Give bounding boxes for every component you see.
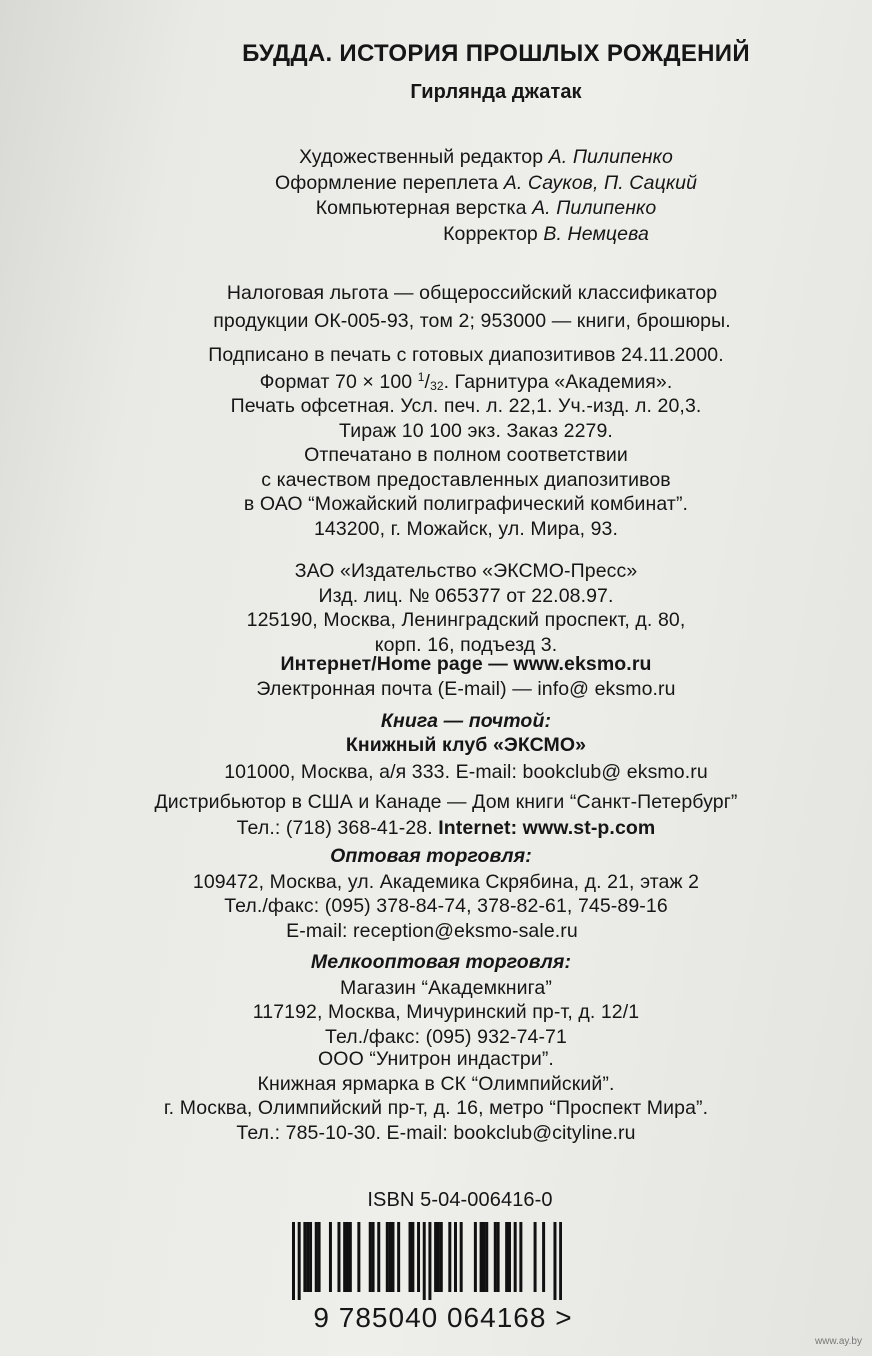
barcode-bar xyxy=(519,1222,522,1292)
print-block xyxy=(30,346,872,441)
format-numerator: 1 xyxy=(417,369,425,384)
barcode-bar xyxy=(508,1222,511,1292)
unitron-block xyxy=(0,1050,872,1143)
credit-name: А. Пилипенко xyxy=(532,197,657,219)
publisher-line: ЗАО «Издательство «ЭКСМО-Пресс» xyxy=(294,560,638,582)
barcode-guard-bar xyxy=(553,1222,556,1300)
small-wholesale-line: 117192, Москва, Мичуринский пр-т, д. 12/1 xyxy=(252,1001,640,1023)
barcode-bar xyxy=(369,1222,372,1292)
barcode-bar xyxy=(437,1222,440,1292)
tax-line: продукции ОК-005-93, том 2; 953000 — книги, брошюры. xyxy=(213,309,731,332)
credit-role: Корректор xyxy=(443,222,544,245)
wholesale-line: 109472, Москва, ул. Академика Скрябина, д. 21, этаж 2 xyxy=(192,870,700,893)
barcode-guard-bar xyxy=(292,1222,295,1300)
barcode-bar xyxy=(337,1222,340,1292)
barcode-bar xyxy=(315,1222,318,1292)
barcode-guard-bar xyxy=(298,1222,301,1300)
book-title: БУДДА. ИСТОРИЯ ПРОШЛЫХ РОЖДЕНИЙ xyxy=(242,40,750,67)
credit-name: А. Пилипенко xyxy=(548,146,673,168)
barcode-bar xyxy=(309,1222,312,1292)
barcode-bar xyxy=(482,1222,485,1292)
barcode-bar xyxy=(460,1222,463,1292)
wholesale-line: E-mail: reception@eksmo-sale.ru xyxy=(286,919,578,942)
barcode-bars xyxy=(292,1222,562,1300)
barcode-bar xyxy=(409,1222,412,1292)
barcode-guard-bar xyxy=(423,1222,426,1300)
email-line: Электронная почта (E-mail) — info@ eksmo.ru xyxy=(256,677,676,700)
wholesale-block xyxy=(10,847,872,941)
credit-role: Компьютерная верстка xyxy=(315,197,533,219)
barcode-guard-bar xyxy=(428,1222,431,1300)
barcode-bar xyxy=(534,1222,537,1292)
subtitle-block xyxy=(60,82,872,102)
print-signed: Подписано в печать с готовых диапозитивов 24.11.2000. xyxy=(208,344,724,366)
barcode-bar xyxy=(377,1222,380,1292)
distributor-internet: Internet: www.st-p.com xyxy=(438,816,656,839)
barcode-bar xyxy=(494,1222,497,1292)
printer-block xyxy=(30,446,872,539)
barcode-bar xyxy=(474,1222,477,1292)
barcode-bar xyxy=(389,1222,392,1292)
book-mail-block xyxy=(30,712,872,783)
printer-line: с качеством предоставленных диапозитивов xyxy=(261,468,671,491)
distributor-phone: Тел.: (718) 368-41-28. xyxy=(236,816,439,839)
credit-line xyxy=(50,148,872,168)
distributor-block xyxy=(10,793,872,838)
print-offset: Печать офсетная. Усл. печ. л. 22,1. Уч.-изд. л. 20,3. xyxy=(230,395,702,417)
distributor-line: Дистрибьютор в США и Канаде — Дом книги “Санкт-Петербург” xyxy=(154,791,738,813)
credit-line xyxy=(50,171,872,194)
barcode-bar xyxy=(343,1222,346,1292)
unitron-line: г. Москва, Олимпийский пр-т, д. 16, метро “Проспект Мира”. xyxy=(163,1097,709,1119)
print-format: Формат 70 × 100 $^1$/32. Гарнитура «Академия». xyxy=(259,369,673,393)
publisher-line: Изд. лиц. № 065377 от 22.08.97. xyxy=(318,584,614,607)
format-suffix: . Гарнитура «Академия». xyxy=(443,370,673,393)
format-prefix: Формат 70 × 100 xyxy=(259,370,418,393)
barcode-bar xyxy=(448,1222,451,1292)
print-run: Тираж 10 100 экз. Заказ 2279. xyxy=(339,419,613,442)
publisher-line: 125190, Москва, Ленинградский проспект, д. 80, xyxy=(246,609,686,631)
barcode-bar xyxy=(440,1222,443,1292)
unitron-line: Книжная ярмарка в СК “Олимпийский”. xyxy=(257,1072,615,1095)
credit-name: В. Немцева xyxy=(543,222,649,245)
barcode-bar xyxy=(306,1222,309,1292)
barcode-bar xyxy=(303,1222,306,1292)
barcode-bar xyxy=(357,1222,360,1292)
isbn-block xyxy=(0,1190,872,1210)
publisher-block xyxy=(30,562,872,655)
barcode-bar xyxy=(386,1222,389,1292)
barcode-bar xyxy=(454,1222,457,1292)
barcode-bar xyxy=(411,1222,414,1292)
barcode-guard-bar xyxy=(559,1222,562,1300)
barcode-bar xyxy=(417,1222,420,1292)
barcode-bar xyxy=(391,1222,394,1292)
credit-line xyxy=(170,222,872,245)
book-club-address: 101000, Москва, а/я 333. E-mail: bookclub@ eksmo.ru xyxy=(224,761,708,783)
watermark: www.ay.by xyxy=(814,1336,862,1347)
format-denominator: 32 xyxy=(430,378,444,393)
credit-role: Художественный редактор xyxy=(299,146,549,168)
barcode-digits-block xyxy=(0,1304,872,1332)
printer-line: 143200, г. Можайск, ул. Мира, 93. xyxy=(313,517,619,540)
publisher-line: корп. 16, подъезд 3. xyxy=(374,633,558,656)
tax-block xyxy=(36,284,872,331)
barcode-bar xyxy=(349,1222,352,1292)
barcode-bar xyxy=(480,1222,483,1292)
unitron-line: Тел.: 785-10-30. E-mail: bookclub@cityline.ru xyxy=(236,1121,636,1144)
credit-name: А. Сауков, П. Сацкий xyxy=(503,171,698,194)
barcode-bar xyxy=(329,1222,332,1292)
barcode-bar xyxy=(485,1222,488,1292)
internet-block xyxy=(30,655,872,699)
small-wholesale-block xyxy=(10,953,872,1047)
wholesale-heading: Оптовая торговля: xyxy=(330,845,532,867)
printer-line: в ОАО “Можайский полиграфический комбинат”. xyxy=(243,493,689,515)
barcode-bar xyxy=(318,1222,321,1292)
credits-block xyxy=(50,148,872,244)
wholesale-line: Тел./факс: (095) 378-84-74, 378-82-61, 745-89-16 xyxy=(224,895,668,917)
small-wholesale-line: Тел./факс: (095) 932-74-71 xyxy=(325,1025,567,1048)
book-club-name: Книжный клуб «ЭКСМО» xyxy=(345,733,587,756)
barcode-bar xyxy=(397,1222,400,1292)
small-wholesale-line: Магазин “Академкнига” xyxy=(340,976,552,999)
barcode-bar xyxy=(505,1222,508,1292)
barcode-digits: 9 785040 064168 > xyxy=(313,1302,573,1333)
credit-line xyxy=(50,199,872,219)
small-wholesale-heading: Мелкооптовая торговля: xyxy=(310,951,572,973)
barcode xyxy=(292,1222,562,1300)
barcode-bar xyxy=(346,1222,349,1292)
unitron-line: ООО “Унитрон индастри”. xyxy=(318,1048,554,1070)
tax-line: Налоговая льгота — общероссийский классификатор xyxy=(226,282,718,304)
distributor-contacts xyxy=(10,816,872,839)
barcode-bar xyxy=(372,1222,375,1292)
barcode-bar xyxy=(434,1222,437,1292)
barcode-bar xyxy=(497,1222,500,1292)
printer-line: Отпечатано в полном соответствии xyxy=(304,444,628,466)
title-block xyxy=(60,42,872,66)
book-subtitle: Гирлянда джатак xyxy=(410,81,582,103)
isbn-number: ISBN 5-04-006416-0 xyxy=(367,1189,553,1211)
barcode-bar xyxy=(514,1222,517,1292)
book-mail-heading: Книга — почтой: xyxy=(380,710,552,732)
internet-line: Интернет/Home page — www.eksmo.ru xyxy=(280,653,652,675)
credit-role: Оформление переплета xyxy=(274,171,504,194)
barcode-bar xyxy=(542,1222,545,1292)
